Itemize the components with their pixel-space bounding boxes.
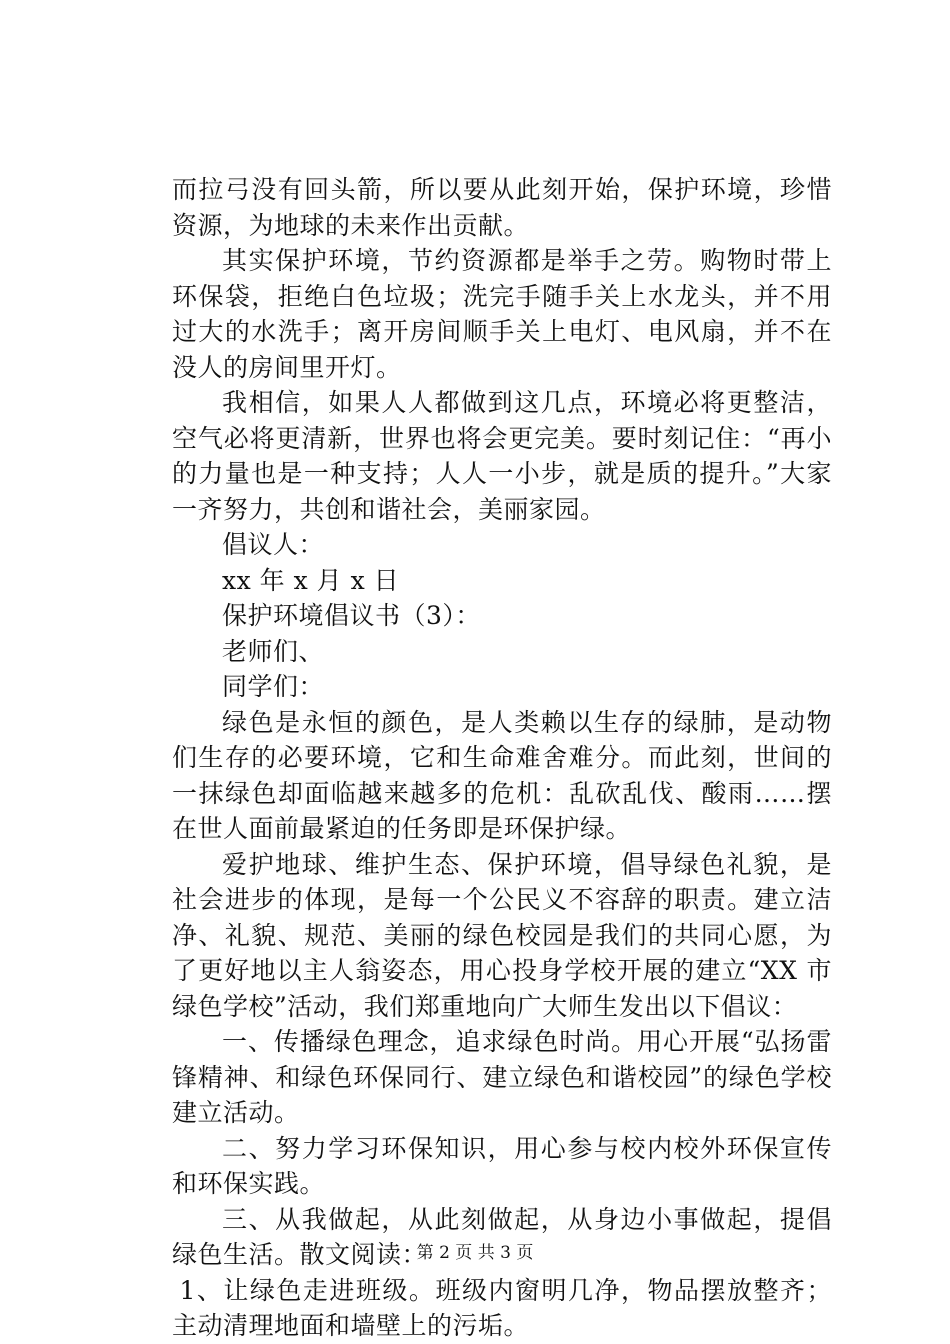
paragraph: 倡议人： (222, 530, 325, 559)
document-body (172, 172, 832, 1344)
page-number: 第 2 页 共 3 页 (416, 1243, 534, 1263)
paragraph: 保护环境倡议书（3）： (222, 601, 481, 630)
paragraph: 而拉弓没有回头箭，所以要从此刻开始，保护环境，珍惜资源，为地球的未来作出贡献。 (172, 175, 832, 240)
paragraph: 我相信，如果人人都做到这几点，环境必将更整洁，空气必将更清新，世界也将会更完美。要时刻记住：“再小的力量也是一种支持；人人一小步，就是质的提升。”大家一齐努力，共创和谐社会，美丽家园。 (172, 388, 832, 524)
paragraph: 爱护地球、维护生态、保护环境，倡导绿色礼貌，是社会进步的体现，是每一个公民义不容辞的职责。建立洁净、礼貌、规范、美丽的绿色校园是我们的共同心愿，为了更好地以主人翁姿态，用心投身学校开展的建立“XX 市绿色学校”活动，我们郑重地向广大师生发出以下倡议： (172, 849, 832, 1021)
paragraph: 老师们、 (222, 636, 325, 666)
paragraph: 一、传播绿色理念，追求绿色时尚。用心开展“弘扬雷锋精神、和绿色环保同行、建立绿色和谐校园”的绿色学校建立活动。 (172, 1027, 832, 1127)
paragraph: 同学们： (222, 672, 325, 701)
paragraph: 二、努力学习环保知识，用心参与校内校外环保宣传和环保实践。 (172, 1133, 832, 1198)
paragraph: 绿色是永恒的颜色，是人类赖以生存的绿肺，是动物们生存的必要环境，它和生命难舍难分。而此刻，世间的一抹绿色却面临越来越多的危机：乱砍乱伐、酸雨……摆在世人面前最紧迫的任务即是环保护绿。 (172, 707, 832, 843)
page-footer (0, 1241, 950, 1265)
paragraph: 其实保护环境，节约资源都是举手之劳。购物时带上环保袋，拒绝白色垃圾；洗完手随手关上水龙头，并不用过大的水洗手；离开房间顺手关上电灯、电风扇，并不在没人的房间里开灯。 (172, 246, 832, 382)
paragraph: 三、从我做起，从此刻做起，从身边小事做起，提倡绿色生活。散文阅读： (172, 1204, 832, 1269)
paragraph: 1、让绿色走进班级。班级内窗明几净，物品摆放整齐；主动清理地面和墙壁上的污垢。 (172, 1275, 832, 1340)
paragraph: xx 年 x 月 x 日 (222, 565, 400, 595)
